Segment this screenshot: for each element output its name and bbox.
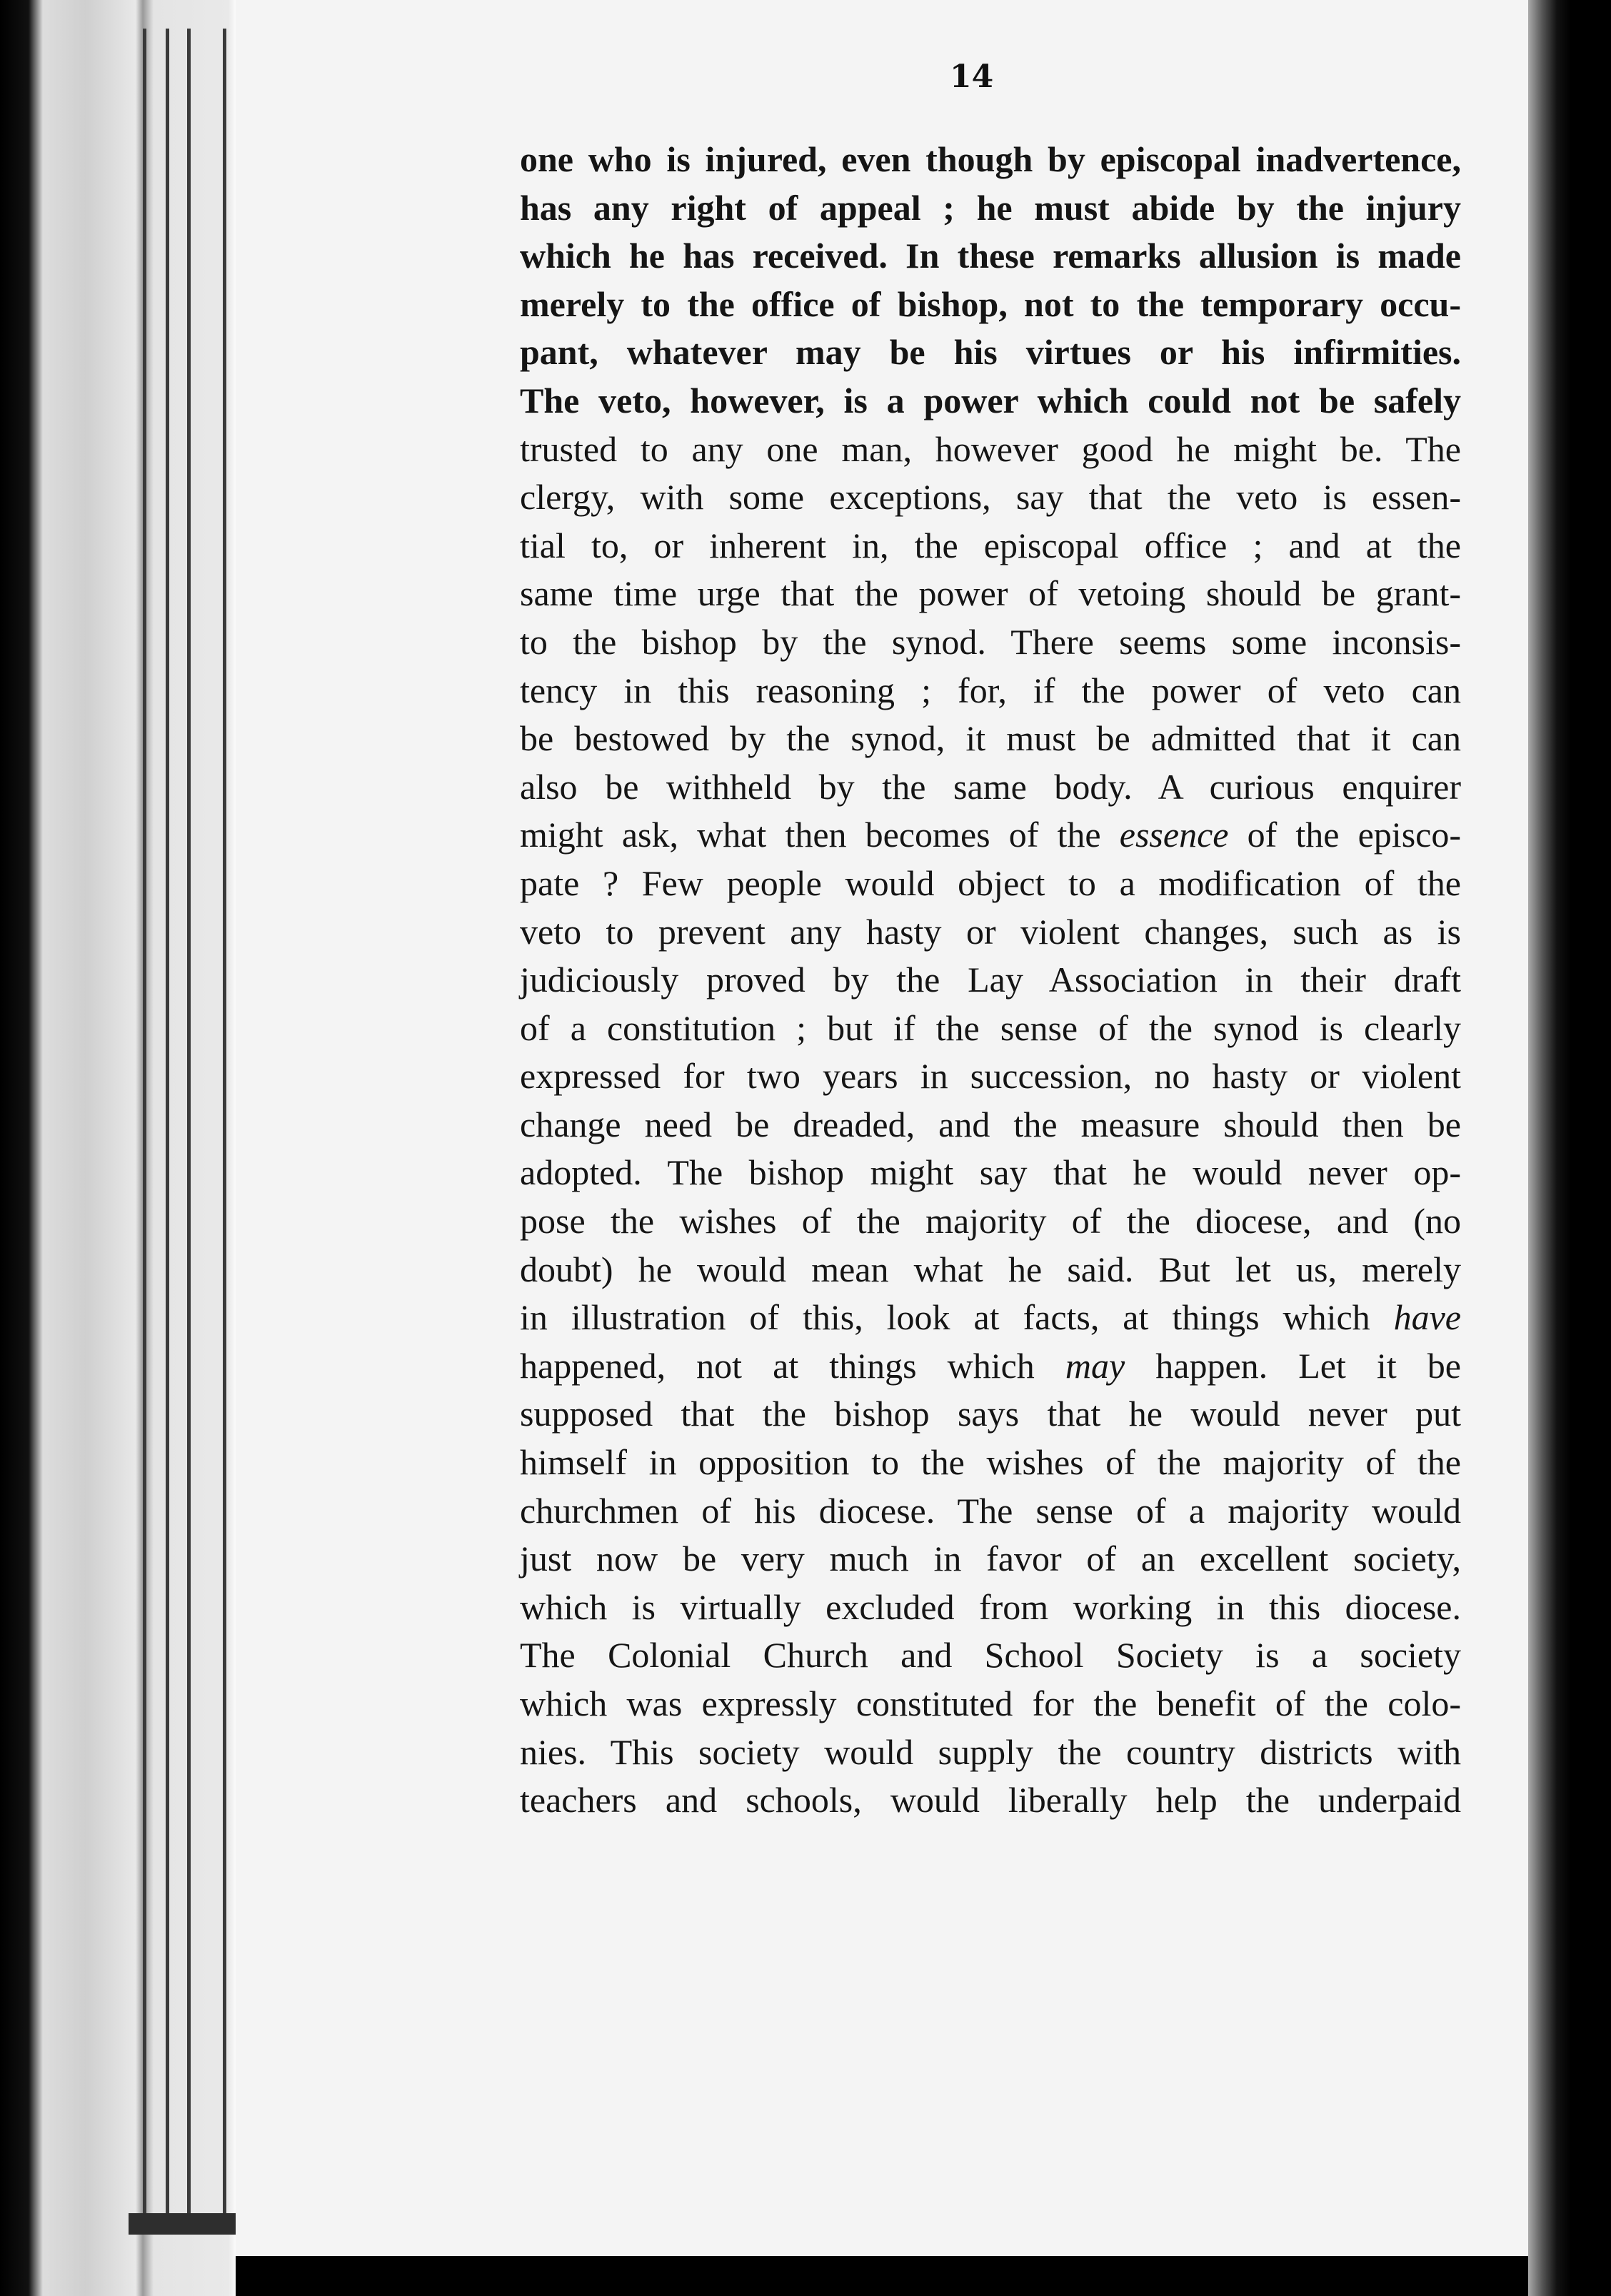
text-segment: which was expressly constituted for the benefit of the colo- (520, 1683, 1461, 1723)
text-segment: churchmen of his diocese. The sense of a majority would (520, 1490, 1461, 1531)
text-line (520, 281, 1461, 329)
text-segment: pate ? Few people would object to a modification of the (520, 862, 1461, 903)
text-line (520, 1776, 1461, 1825)
page-edge-line (187, 29, 191, 2227)
text-segment: The Colonial Church and School Society is a society (520, 1635, 1461, 1676)
text-line (520, 1342, 1461, 1391)
text-segment: of the episco- (1228, 815, 1461, 855)
text-segment: veto to prevent any hasty or violent changes, such as is (520, 911, 1461, 952)
text-line (520, 618, 1461, 667)
text-line (520, 136, 1461, 184)
text-line (520, 956, 1461, 1004)
text-line (520, 184, 1461, 233)
page-number: 14 (950, 59, 994, 95)
italic-word: have (1393, 1297, 1461, 1338)
text-line (520, 377, 1461, 426)
text-line (520, 1728, 1461, 1777)
text-line (520, 473, 1461, 522)
text-segment: happen. Let it be (1125, 1345, 1461, 1386)
text-line (520, 715, 1461, 763)
text-segment: one who is injured, even though by episcopal inadvertence, (520, 139, 1461, 179)
text-segment: same time urge that the power of vetoing should be grant- (520, 573, 1461, 614)
text-line (520, 328, 1461, 377)
text-line (520, 1052, 1461, 1101)
text-segment: merely to the office of bishop, not to the temporary occu- (520, 283, 1461, 324)
text-line (520, 860, 1461, 908)
text-segment: tial to, or inherent in, the episcopal office ; and at the (520, 525, 1461, 565)
text-segment: in illustration of this, look at facts, at things which (520, 1297, 1394, 1338)
right-binding-edge (1528, 0, 1611, 2296)
italic-word: essence (1119, 815, 1229, 855)
text-line (520, 1631, 1461, 1680)
text-line (520, 1390, 1461, 1439)
italic-word: may (1065, 1345, 1125, 1386)
text-segment: clergy, with some exceptions, say that the veto is essen- (520, 477, 1461, 518)
body-text (520, 136, 1461, 1825)
text-segment: tency in this reasoning ; for, if the power of veto can (520, 670, 1461, 710)
text-line (520, 908, 1461, 957)
text-line (520, 667, 1461, 715)
text-segment: trusted to any one man, however good he might be. The (520, 428, 1461, 469)
text-line (520, 1246, 1461, 1294)
text-line (520, 1197, 1461, 1246)
text-line (520, 1680, 1461, 1728)
text-line (520, 1294, 1461, 1342)
text-segment: expressed for two years in succession, no hasty or violent (520, 1056, 1461, 1097)
text-segment: to the bishop by the synod. There seems some inconsis- (520, 621, 1461, 662)
text-segment: change need be dreaded, and the measure should then be (520, 1104, 1461, 1144)
text-line (520, 522, 1461, 570)
text-segment: supposed that the bishop says that he would never put (520, 1394, 1461, 1434)
text-line (520, 1583, 1461, 1632)
text-segment: might ask, what then becomes of the (520, 815, 1120, 855)
text-segment: The veto, however, is a power which could not be safely (520, 380, 1461, 421)
text-line (520, 1101, 1461, 1149)
book-spine-edge (0, 0, 236, 2296)
text-line (520, 232, 1461, 281)
text-segment: which he has received. In these remarks allusion is made (520, 236, 1461, 276)
text-line (520, 1439, 1461, 1487)
text-line (520, 426, 1461, 474)
text-segment: pose the wishes of the majority of the diocese, and (no (520, 1201, 1461, 1242)
text-segment: be bestowed by the synod, it must be admitted that it can (520, 718, 1461, 759)
text-segment: doubt) he would mean what he said. But let us, merely (520, 1249, 1461, 1289)
text-line (520, 811, 1461, 860)
page-edge-line (166, 29, 169, 2227)
page-edge-line (223, 29, 226, 2227)
text-segment: himself in opposition to the wishes of the majority of the (520, 1442, 1461, 1483)
text-line (520, 1487, 1461, 1536)
text-segment: happened, not at things which (520, 1345, 1065, 1386)
page-edge-line (143, 29, 146, 2227)
text-segment: has any right of appeal ; he must abide by the injury (520, 187, 1461, 228)
text-line (520, 1149, 1461, 1197)
text-segment: also be withheld by the same body. A curious enquirer (520, 766, 1461, 807)
text-line (520, 1535, 1461, 1583)
text-segment: pant, whatever may be his virtues or his infirmities. (520, 332, 1461, 373)
text-line (520, 570, 1461, 618)
text-segment: which is virtually excluded from working in this diocese. (520, 1586, 1461, 1627)
text-segment: of a constitution ; but if the sense of the synod is clearly (520, 1007, 1461, 1048)
text-segment: just now be very much in favor of an excellent society, (520, 1539, 1461, 1579)
text-segment: adopted. The bishop might say that he would never op- (520, 1152, 1461, 1193)
text-line (520, 763, 1461, 812)
text-line (520, 1004, 1461, 1053)
text-segment: judiciously proved by the Lay Association in their draft (520, 960, 1461, 1000)
text-segment: teachers and schools, would liberally help the underpaid (520, 1780, 1461, 1821)
text-segment: nies. This society would supply the country districts with (520, 1731, 1461, 1772)
